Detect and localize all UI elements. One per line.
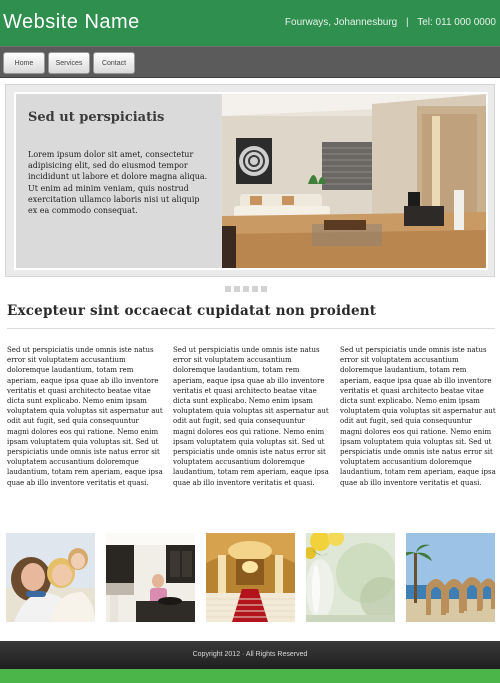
nav-services-button[interactable]: Services	[48, 52, 90, 74]
slider-dot[interactable]	[243, 286, 249, 292]
phone-text: Tel: 011 000 0000	[417, 17, 496, 28]
staircase-photo-thumbnail[interactable]	[206, 533, 295, 622]
featured-slider	[5, 84, 495, 277]
copyright-text: Copyright 2012 · All Rights Reserved	[192, 651, 308, 658]
text-column: Sed ut perspiciatis unde omnis iste natus error sit voluptatem accusantium doloremque laudantium, totam rem aperiam, eaque ipsa quae ab illo inventore veritatis et quasi architecto beatae vitae dicta sunt explicabo. Nemo enim ipsam voluptatem quia voluptas sit aspernatur aut odit aut fugit, sed quia consequuntur magni dolores eos qui ratione. Nemo enim ipsam voluptatem quia voluptas sit. Sed ut perspiciatis unde omnis iste natus error sit voluptatem accusantium doloremque laudantium, totam rem aperiam, eaque ipsa quae ab illo inventore veritatis et quasi.	[7, 346, 163, 487]
slider-dot[interactable]	[252, 286, 258, 292]
nav-contact-button[interactable]: Contact	[93, 52, 135, 74]
slider-dot[interactable]	[261, 286, 267, 292]
footer-accent-strip	[0, 669, 500, 683]
site-header	[0, 0, 500, 46]
nav-bar	[0, 46, 500, 78]
divider	[7, 328, 495, 329]
slide-body: Lorem ipsum dolor sit amet, consectetur adipisicing elit, sed do eiusmod tempor incididunt ut labore et dolore magna aliqua. Ut enim ad minim veniam, quis nostrud exercitation ullamco laboris nisi ut aliquip ex ea commodo consequat.	[28, 150, 208, 216]
header-contact-info	[285, 17, 496, 28]
beach-arches-photo-thumbnail[interactable]	[406, 533, 495, 622]
slider-pagination	[225, 286, 267, 292]
separator: |	[406, 17, 409, 28]
family-photo-thumbnail[interactable]	[6, 533, 95, 622]
text-column: Sed ut perspiciatis unde omnis iste natus error sit voluptatem accusantium doloremque laudantium, totam rem aperiam, eaque ipsa quae ab illo inventore veritatis et quasi architecto beatae vitae dicta sunt explicabo. Nemo enim ipsam voluptatem quia voluptas sit aspernatur aut odit aut fugit, sed quia consequuntur magni dolores eos qui ratione. Nemo enim ipsam voluptatem quia voluptas sit. Sed ut perspiciatis unde omnis iste natus error sit voluptatem accusantium doloremque laudantium, totam rem aperiam, eaque ipsa quae ab illo inventore veritatis et quasi.	[173, 346, 329, 487]
kitchen-photo-thumbnail[interactable]	[106, 533, 195, 622]
flowers-photo-thumbnail[interactable]	[306, 533, 395, 622]
slider-dot[interactable]	[225, 286, 231, 292]
site-footer	[0, 641, 500, 669]
slider-dot[interactable]	[234, 286, 240, 292]
slide-text-panel	[16, 94, 220, 268]
nav-home-button[interactable]: Home	[3, 52, 45, 74]
text-column: Sed ut perspiciatis unde omnis iste natus error sit voluptatem accusantium doloremque laudantium, totam rem aperiam, eaque ipsa quae ab illo inventore veritatis et quasi architecto beatae vitae dicta sunt explicabo. Nemo enim ipsam voluptatem quia voluptas sit aspernatur aut odit aut fugit, sed quia consequuntur magni dolores eos qui ratione. Nemo enim ipsam voluptatem quia voluptas sit. Sed ut perspiciatis unde omnis iste natus error sit voluptatem accusantium doloremque laudantium, totam rem aperiam, eaque ipsa quae ab illo inventore veritatis et quasi.	[340, 346, 496, 487]
slide-title: Sed ut perspiciatis	[28, 110, 165, 125]
living-room-image	[222, 94, 486, 268]
slide	[14, 92, 488, 270]
section-headline: Excepteur sint occaecat cupidatat non proident	[7, 303, 377, 319]
site-name[interactable]: Website Name	[3, 11, 140, 33]
location-text: Fourways, Johannesburg	[284, 17, 398, 28]
